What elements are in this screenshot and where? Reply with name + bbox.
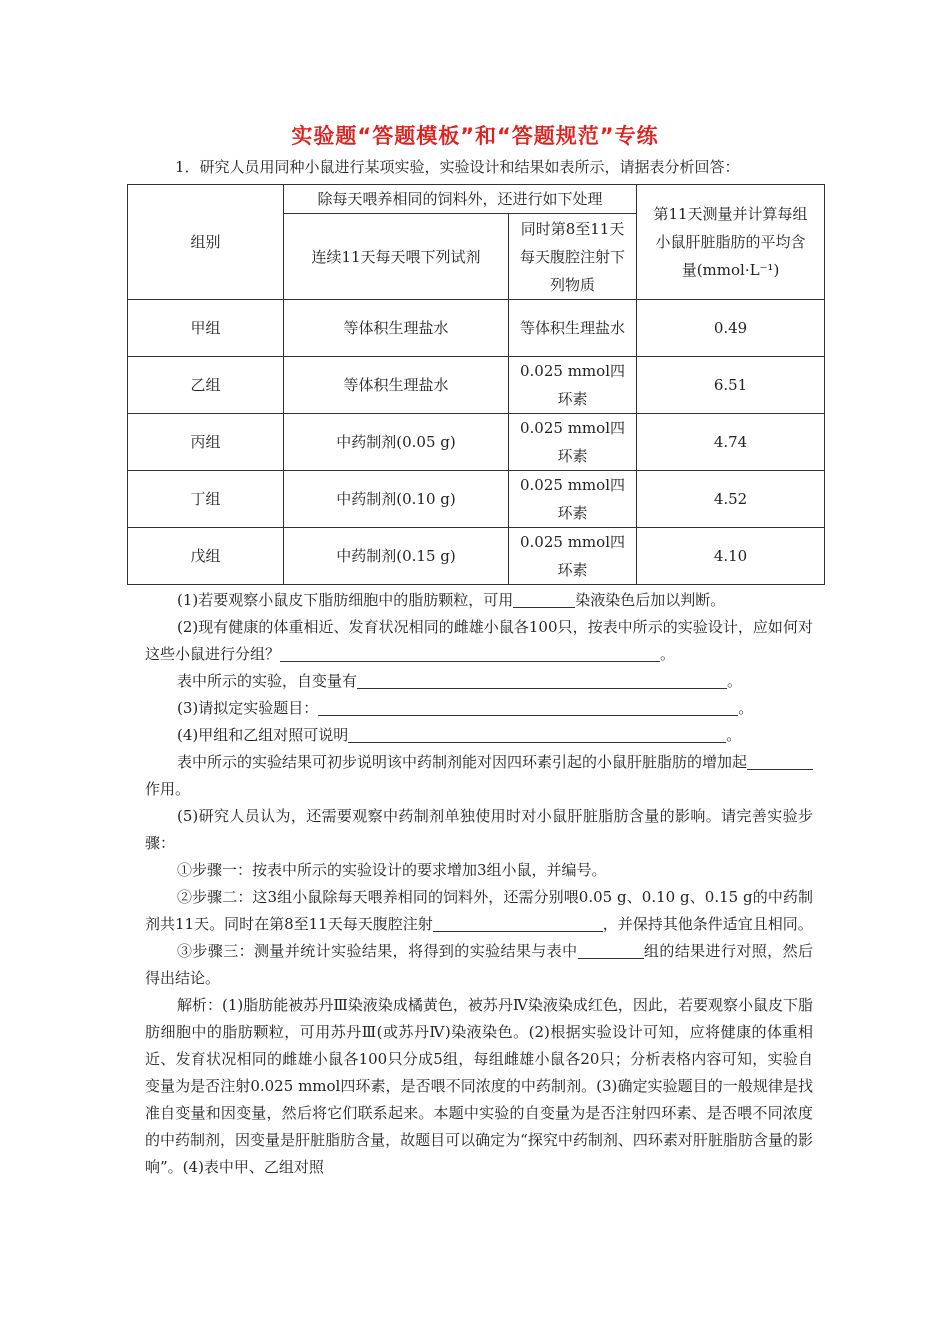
cell-result: 6.51 (637, 357, 825, 414)
step-3: ③步骤三：测量并统计实验结果，将得到的实验结果与表中 组的结果进行对照，然后得出结论。 (145, 942, 813, 987)
step-1: ①步骤一：按表中所示的实验设计的要求增加3组小鼠，并编号。 (177, 861, 607, 879)
sub-question-2: (2)现有健康的体重相近、发育状况相同的雌雄小鼠各100只，按表中所示的实验设计，应如何对这些小鼠进行分组？ 。 (145, 618, 813, 663)
cell-inject: 0.025 mmol四环素 (509, 528, 637, 585)
table-row (128, 528, 825, 585)
answer-blank[interactable] (578, 940, 644, 959)
sub-question-4: (4)甲组和乙组对照可说明 。 (177, 726, 742, 744)
answer-blank[interactable] (747, 751, 813, 770)
answer-blank[interactable] (433, 913, 603, 932)
cell-feed: 等体积生理盐水 (284, 300, 509, 357)
experiment-table (127, 184, 825, 585)
cell-group: 甲组 (128, 300, 284, 357)
answer-blank[interactable] (348, 724, 726, 743)
cell-inject: 0.025 mmol四环素 (509, 414, 637, 471)
cell-group: 丙组 (128, 414, 284, 471)
step-2: ②步骤二：这3组小鼠除每天喂养相同的饲料外，还需分别喂0.05 g、0.10 g、0.15 g的中药制剂共11天。同时在第8至11天每天腹腔注射 ，并保持其他条件适宜且相同。 (145, 888, 813, 933)
page-title: 实验题“答题模板”和“答题规范”专练 (291, 124, 659, 148)
cell-inject: 等体积生理盐水 (509, 300, 637, 357)
sub-question-4-effect: 表中所示的实验结果可初步说明该中药制剂能对因四环素引起的小鼠肝脏脂肪的增加起作用。 (145, 749, 813, 803)
answer-blank[interactable] (357, 670, 727, 689)
cell-result: 4.74 (637, 414, 825, 471)
sub-question-5: (5)研究人员认为，还需要观察中药制剂单独使用时对小鼠肝脏脂肪含量的影响。请完善实验步骤： (145, 807, 813, 852)
cell-feed: 中药制剂(0.10 g) (284, 471, 509, 528)
answer-blank[interactable] (280, 643, 660, 662)
answer-blank[interactable] (318, 697, 738, 716)
table-row (128, 357, 825, 414)
analysis-text: 解析：(1)脂肪能被苏丹Ⅲ染液染成橘黄色，被苏丹Ⅳ染液染成红色，因此，若要观察小鼠皮下脂肪细胞中的脂肪颗粒，可用苏丹Ⅲ(或苏丹Ⅳ)染液染色。(2)根据实验设计可知，应将健康的体重相近、发育状况相同的雌雄小鼠各100只分成5组，每组雌雄小鼠各20只；分析表格内容可知，实验自变量为是否注射0.025 mmol四环素，是否喂不同浓度的中药制剂。(3)确定实验题目的一般规律是找准自变量和因变量，然后将它们联系起来。本题中实验的自变量为是否注射四环素、是否喂不同浓度的中药制剂，因变量是肝脏脂肪含量，故题目可以确定为“探究中药制剂、四环素对肝脏脂肪含量的影响”。(4)表中甲、乙组对照 (145, 996, 813, 1176)
header-feed: 连续11天每天喂下列试剂 (284, 214, 509, 300)
cell-result: 4.52 (637, 471, 825, 528)
cell-feed: 中药制剂(0.05 g) (284, 414, 509, 471)
table-row (128, 300, 825, 357)
header-treatment: 除每天喂养相同的饲料外，还进行如下处理 (284, 185, 637, 214)
cell-feed: 中药制剂(0.15 g) (284, 528, 509, 585)
table-row (128, 414, 825, 471)
cell-inject: 0.025 mmol四环素 (509, 471, 637, 528)
question-body (145, 587, 813, 1181)
header-group: 组别 (128, 185, 284, 300)
cell-group: 戊组 (128, 528, 284, 585)
answer-blank[interactable] (513, 589, 575, 608)
cell-result: 4.10 (637, 528, 825, 585)
question-1: 1．研究人员用同种小鼠进行某项实验，实验设计和结果如表所示，请据表分析回答： (175, 158, 740, 176)
cell-group: 乙组 (128, 357, 284, 414)
cell-feed: 等体积生理盐水 (284, 357, 509, 414)
table-row (128, 471, 825, 528)
sub-question-1: (1)若要观察小鼠皮下脂肪细胞中的脂肪颗粒，可用 染液染色后加以判断。 (177, 591, 726, 609)
header-inject: 同时第8至11天每天腹腔注射下列物质 (509, 214, 637, 300)
header-result: 第11天测量并计算每组小鼠肝脏脂肪的平均含量(mmol·L⁻¹) (637, 185, 825, 300)
cell-inject: 0.025 mmol四环素 (509, 357, 637, 414)
cell-group: 丁组 (128, 471, 284, 528)
sub-question-3: (3)请拟定实验题目： 。 (177, 699, 754, 717)
cell-result: 0.49 (637, 300, 825, 357)
sub-question-2-variables: 表中所示的实验，自变量有 。 (177, 672, 743, 690)
